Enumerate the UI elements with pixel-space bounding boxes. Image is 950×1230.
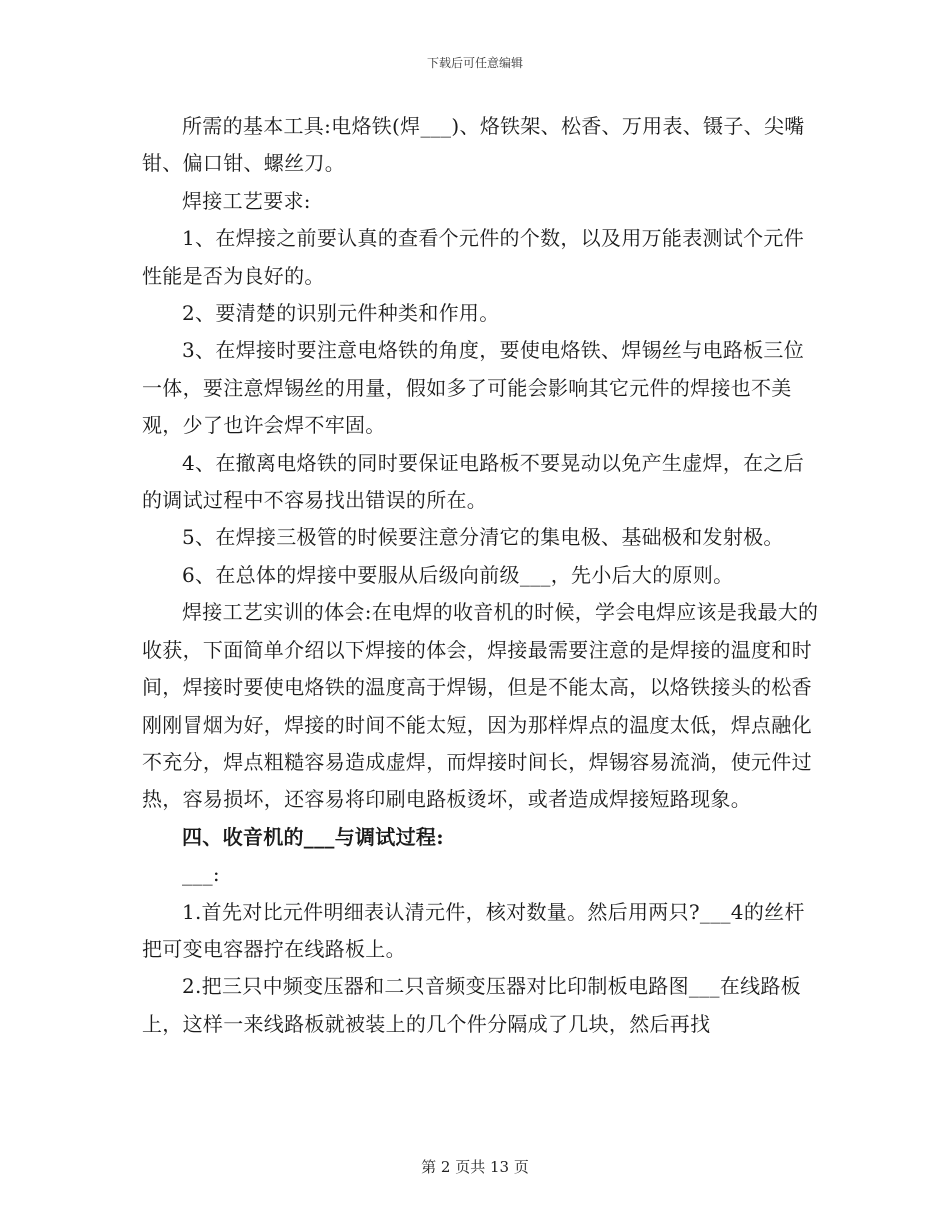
- page-footer: 第 2 页共 13 页: [421, 1158, 529, 1176]
- paragraph-step-2: 2.把三只中频变压器和二只音频变压器对比印制板电路图___在线路板上，这样一来线路板就被装上的几个件分隔成了几块，然后再找: [142, 974, 801, 1036]
- section-heading-radio-assembly: 四、收音机的___与调试过程:: [182, 824, 444, 849]
- paragraph-blank-label: ___:: [182, 862, 220, 887]
- paragraph-requirement-2: 2、要清楚的识别元件种类和作用。: [182, 301, 500, 326]
- paragraph-tools: 所需的基本工具:电烙铁(焊___)、烙铁架、松香、万用表、镊子、尖嘴钳、偏口钳、螺丝刀。: [142, 114, 805, 176]
- paragraph-requirement-4: 4、在撤离电烙铁的同时要保证电路板不要晃动以免产生虚焊，在之后的调试过程中不容易找出错误的所在。: [142, 450, 805, 513]
- paragraph-experience: 焊接工艺实训的体会:在电焊的收音机的时候，学会电焊应该是我最大的收获，下面简单介绍以下焊接的体会，焊接最需要注意的是焊接的温度和时间，焊接时要使电烙铁的温度高于焊锡，但是不能太高，以烙铁接头的松香刚刚冒烟为好，焊接的时间不能太短，因为那样焊点的温度太低，焊点融化不充分，焊点粗糙容易造成虚焊，而焊接时间长，焊锡容易流淌，使元件过热，容易损坏，还容易将印刷电路板烫坏，或者造成焊接短路现象。: [142, 600, 819, 812]
- paragraph-welding-requirements-title: 焊接工艺要求:: [182, 188, 311, 213]
- paragraph-requirement-6: 6、在总体的焊接中要服从后级向前级___，先小后大的原则。: [182, 562, 734, 587]
- page-header: 下载后可任意编辑: [426, 56, 523, 70]
- paragraph-requirement-3: 3、在焊接时要注意电烙铁的角度，要使电烙铁、焊锡丝与电路板三位一体，要注意焊锡丝的用量，假如多了可能会影响其它元件的焊接也不美观，少了也许会焊不牢固。: [142, 338, 805, 438]
- paragraph-step-1: 1.首先对比元件明细表认清元件，核对数量。然后用两只?___4的丝杆把可变电容器拧在线路板上。: [142, 899, 805, 961]
- paragraph-requirement-5: 5、在焊接三极管的时候要注意分清它的集电极、基础极和发射极。: [182, 525, 784, 550]
- paragraph-requirement-1: 1、在焊接之前要认真的查看个元件的个数，以及用万能表测试个元件性能是否为良好的。: [142, 226, 805, 288]
- document-body: [142, 108, 822, 1043]
